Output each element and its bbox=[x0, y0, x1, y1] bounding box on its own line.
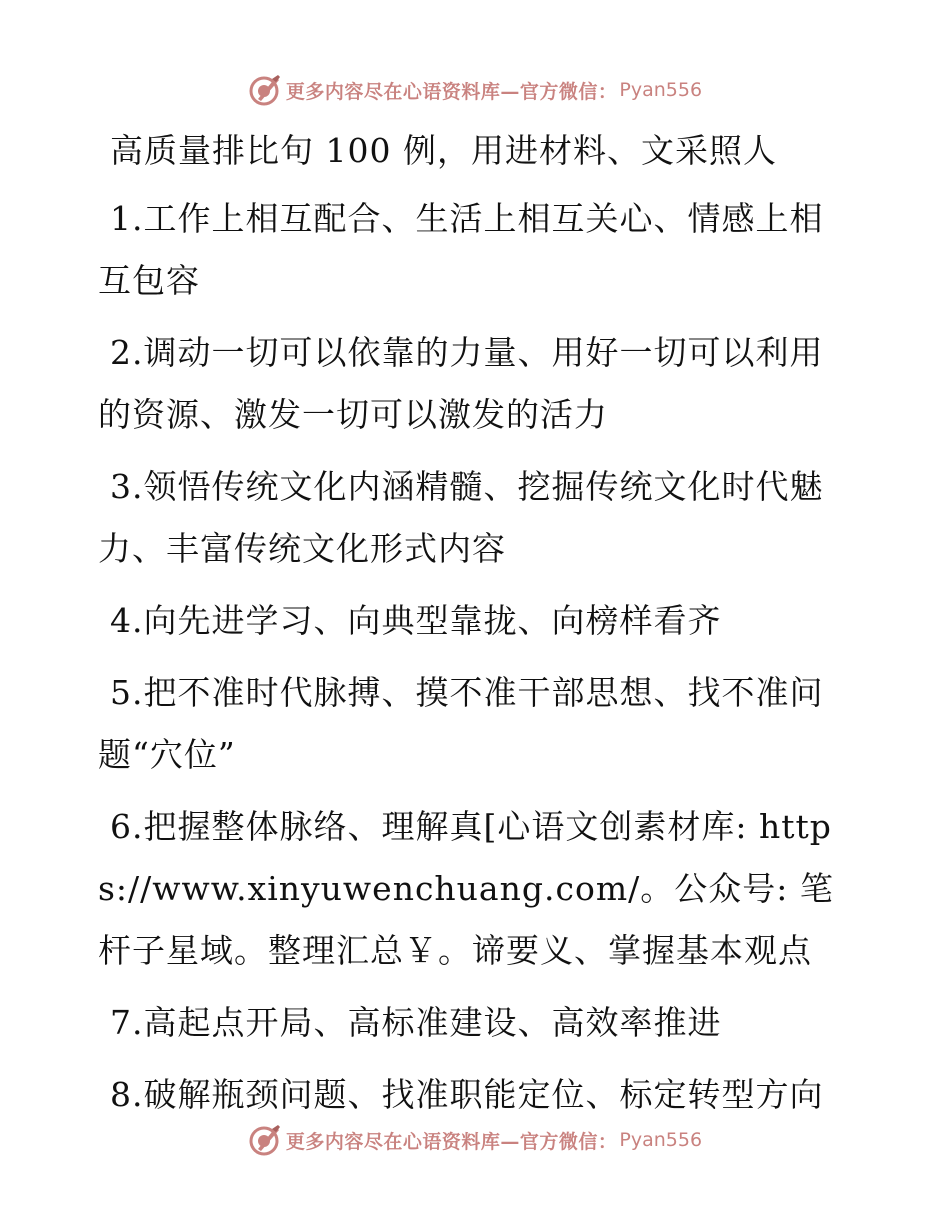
list-item: 6.把握整体脉络、理解真[心语文创素材库: https://www.xinyuwenchuang.com/。公众号: 笔杆子星域。整理汇总￥。谛要义、掌握基本观点 bbox=[98, 807, 834, 970]
list-item: 7.高起点开局、高标准建设、高效率推进 bbox=[110, 1003, 722, 1042]
document-body bbox=[98, 120, 838, 1136]
quill-logo-icon bbox=[248, 1123, 282, 1157]
banner-text: 更多内容尽在心语资料库—官方微信： bbox=[285, 1130, 618, 1153]
list-item: 4.向先进学习、向典型靠拢、向榜样看齐 bbox=[110, 601, 722, 640]
list-item: 5.把不准时代脉搏、摸不准干部思想、找不准问题“穴位” bbox=[98, 673, 824, 774]
quill-logo-icon bbox=[248, 73, 282, 107]
banner-text: 更多内容尽在心语资料库—官方微信： bbox=[285, 80, 618, 103]
header-banner bbox=[0, 68, 950, 112]
list-item: 3.领悟传统文化内涵精髓、挖掘传统文化时代魅力、丰富传统文化形式内容 bbox=[98, 467, 824, 568]
footer-banner bbox=[0, 1118, 950, 1162]
document-title: 高质量排比句 100 例，用进材料、文采照人 bbox=[110, 131, 777, 170]
list-item: 8.破解瓶颈问题、找准职能定位、标定转型方向 bbox=[110, 1075, 824, 1114]
list-item: 1.工作上相互配合、生活上相互关心、情感上相互包容 bbox=[98, 199, 824, 300]
banner-contact: Pyan556 bbox=[619, 79, 703, 101]
banner-contact: Pyan556 bbox=[619, 1129, 703, 1151]
list-item: 2.调动一切可以依靠的力量、用好一切可以利用的资源、激发一切可以激发的活力 bbox=[98, 333, 824, 434]
